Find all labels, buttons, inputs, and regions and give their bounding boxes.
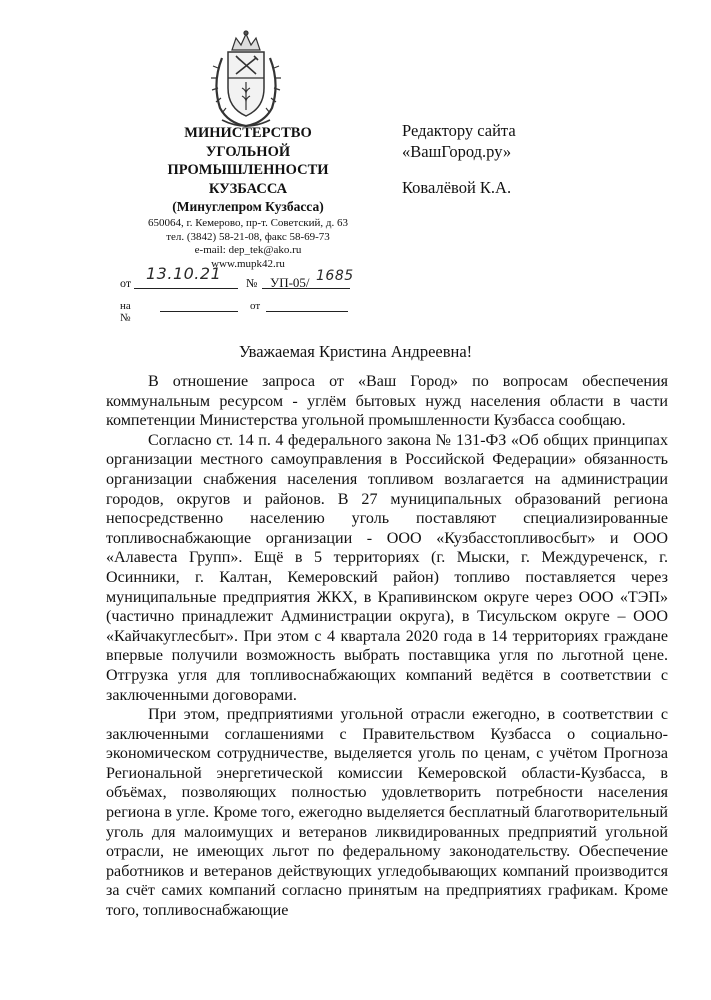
- handwritten-date: 13.10.21: [146, 264, 222, 283]
- addressee-organization: «ВашГород.ру»: [402, 142, 512, 161]
- ministry-name-line: МИНИСТЕРСТВО: [184, 125, 312, 141]
- incoming-number-line: [160, 311, 238, 312]
- ministry-name-line: КУЗБАССА: [208, 180, 288, 197]
- incoming-number-label: на №: [120, 300, 131, 324]
- date-label: от: [120, 276, 132, 290]
- letter-body: [106, 372, 668, 921]
- number-label: №: [246, 276, 258, 290]
- ministry-short-name: (Минуглепром Кузбасса): [172, 199, 324, 214]
- addressee-position: Редактору сайта: [402, 121, 516, 140]
- ministry-website: www.mupk42.ru: [211, 257, 285, 270]
- ministry-phone: тел. (3842) 58-21-08, факс 58-69-73: [166, 230, 330, 243]
- number-printed: УП-05/: [270, 275, 310, 290]
- ministry-name-line: ПРОМЫШЛЕННОСТИ: [167, 162, 329, 178]
- handwritten-number: 1685: [316, 268, 354, 284]
- body-paragraph: При этом, предприятиями угольной отрасли ежегодно, в соответствии с заключенными соглашениями с Правительством Кузбасса о социально-экономическом сотрудничестве, выделяется уголь по ценам, с учётом Прогноза Региональной энергетической комиссии Кемеровской области-Кузбасса, в объёмах, позволяющих полностью удовлетворить потребности населения региона в угле. Кроме того, ежегодно выделяется бесплатный благотворительный уголь для малоимущих и ветеранов ликвидированных предприятий угольной отрасли, не имеющих льгот по федеральному законодательству. Обеспечение работников и ветеранов действующих угледобывающих компаний производится за счёт самих компаний согласно принятым на предприятиях графикам. Кроме того, топливоснабжающие: [106, 706, 668, 920]
- ministry-email: e-mail: dep_tek@ako.ru: [194, 244, 302, 257]
- body-paragraph: В отношение запроса от «Ваш Город» по вопросам обеспечения коммунальным ресурсом - углём бытовых нужд населения области в части компетенции Министерства угольной промышленности Кузбасса сообщаю.: [106, 373, 668, 430]
- addressee-block: [402, 120, 516, 198]
- salutation: Уважаемая Кристина Андреевна!: [238, 342, 473, 361]
- incoming-date-line: [266, 311, 348, 312]
- ministry-name-line: УГОЛЬНОЙ: [205, 143, 291, 160]
- body-paragraph: Согласно ст. 14 п. 4 федерального закона № 131-ФЗ «Об общих принципах организации местного самоуправления в Российской Федерации» обязанность организации снабжения населения топливом возлагается на администрации городов, округов и районов. В 27 муниципальных образований региона непосредственно населению уголь поставляют специализированные топливоснабжающие организации - ООО «Кузбасстопливосбыт» и ООО «Алавеста Групп». Ещё в 5 территориях (г. Мыски, г. Междуреченск, г. Осинники, г. Калтан, Кемеровский район) топливо поставляется через муниципальные предприятия ЖКХ, в Крапивинском округе через ООО «ТЭП» (частично принадлежит Администрации округа), в Тисульском округе – ООО «Кайчакуглесбыт». При этом с 4 квартала 2020 года в 14 территориях граждане впервые получили возможность выбрать поставщика угля по льготной цене. Отгрузка угля для топливоснабжающих компаний ведётся в соответствии с заключенными договорами.: [106, 431, 668, 704]
- addressee-name: Ковалёвой К.А.: [402, 178, 512, 197]
- coat-of-arms-emblem: [208, 28, 284, 132]
- ministry-header: [108, 124, 388, 271]
- incoming-date-label: от: [250, 300, 261, 312]
- ministry-address: 650064, г. Кемерово, пр-т. Советский, д. 63: [148, 217, 348, 229]
- date-line: [134, 288, 238, 289]
